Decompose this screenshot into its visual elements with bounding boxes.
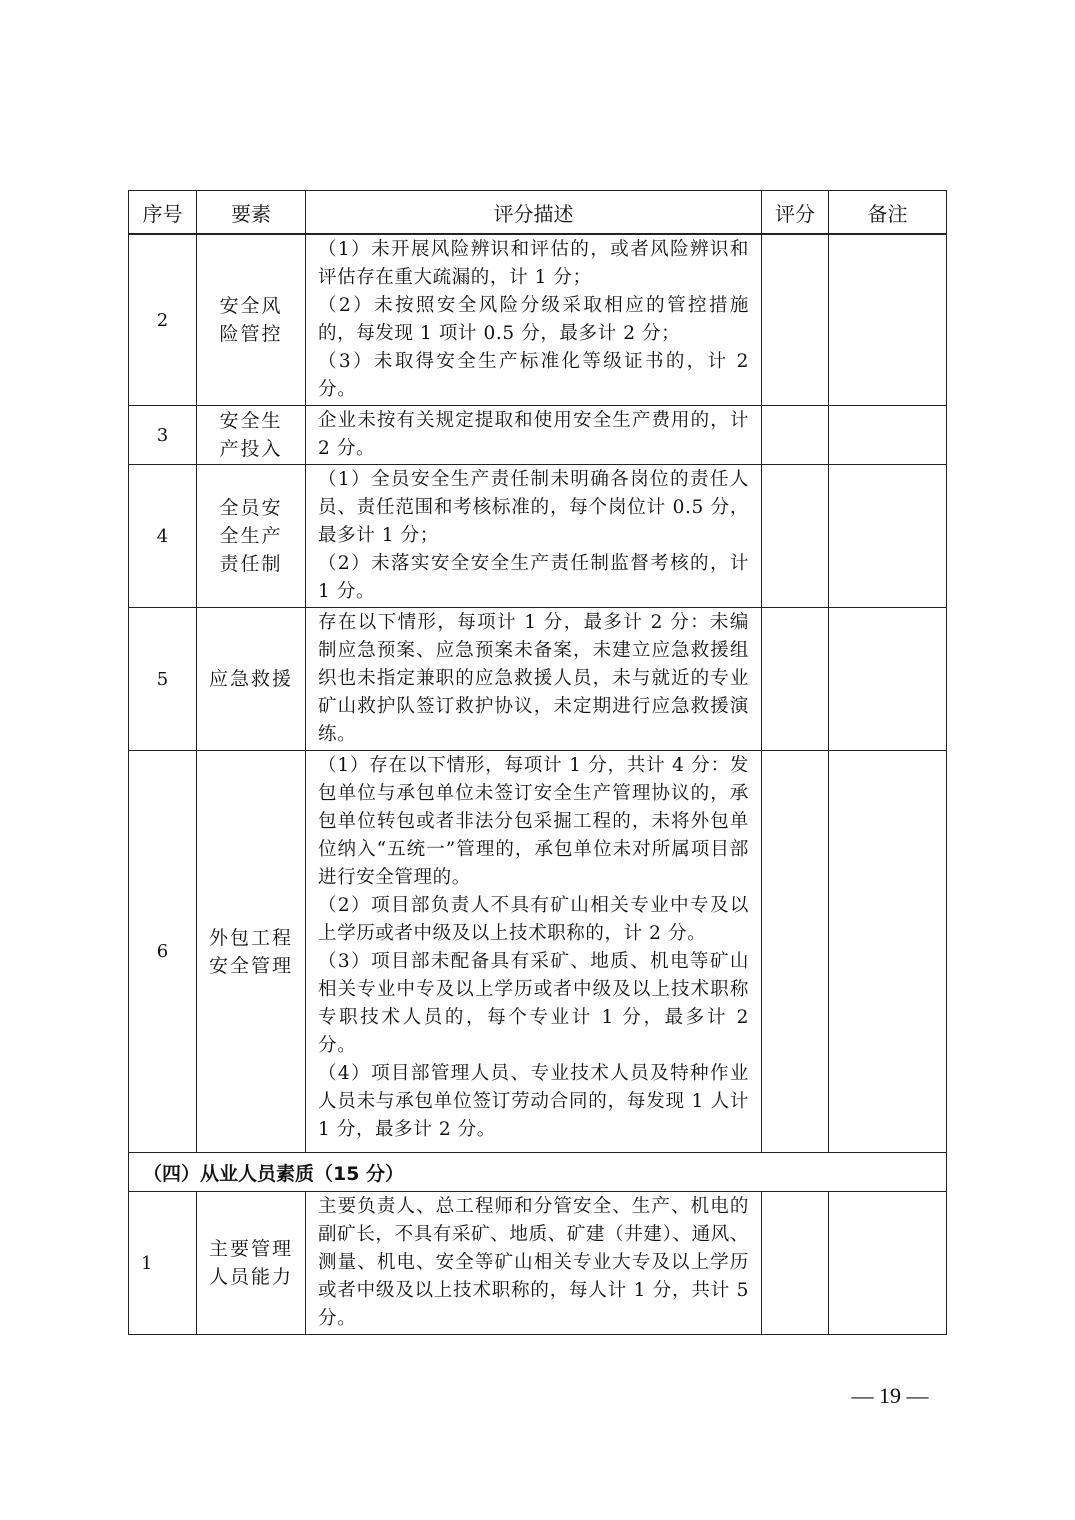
header-element: 要素 — [197, 191, 306, 235]
table-header-row — [129, 191, 947, 235]
score-cell — [762, 751, 829, 1153]
table-row — [129, 406, 947, 465]
section-row — [129, 1153, 947, 1192]
note-cell — [829, 608, 947, 751]
score-cell — [762, 465, 829, 608]
score-cell — [762, 234, 829, 406]
row-element — [197, 234, 306, 406]
score-cell — [762, 608, 829, 751]
row-description — [306, 751, 762, 1153]
header-score: 评分 — [762, 191, 829, 235]
description-item: （2）项目部负责人不具有矿山相关专业中专及以上学历或者中级及以上技术职称的，计 2 分。 — [318, 895, 749, 944]
row-number: 5 — [129, 608, 197, 751]
row-element — [197, 406, 306, 465]
row-number: 3 — [129, 406, 197, 465]
score-cell — [762, 406, 829, 465]
row-number: 4 — [129, 465, 197, 608]
row-element — [197, 1192, 306, 1335]
description-item: （1）未开展风险辨识和评估的，或者风险辨识和评估存在重大疏漏的，计 1 分； — [318, 239, 749, 288]
description-item: （2）未落实安全安全生产责任制监督考核的，计 1 分。 — [318, 553, 749, 602]
row-description — [306, 1192, 762, 1335]
table-row — [129, 1192, 947, 1335]
row-element-text: 全员安全生产责任制 — [219, 497, 283, 575]
note-cell — [829, 234, 947, 406]
row-element — [197, 751, 306, 1153]
note-cell — [829, 1192, 947, 1335]
description-item: （4）项目部管理人员、专业技术人员及特种作业人员未与承包单位签订劳动合同的，每发现 1 人计 1 分，最多计 2 分。 — [318, 1063, 749, 1140]
row-element-text: 应急救援 — [208, 668, 293, 690]
note-cell — [829, 465, 947, 608]
page-number: — 19 — — [851, 1383, 929, 1408]
description-item: （1）存在以下情形，每项计 1 分，共计 4 分：发包单位与承包单位未签订安全生产管理协议的，承包单位转包或者非法分包采掘工程的，未将外包单位纳入“五统一”管理的，承包单位未对所属项目部进行安全管理的。 — [318, 755, 749, 888]
description-item: （3）未取得安全生产标准化等级证书的，计 2 分。 — [318, 351, 749, 400]
row-number: 6 — [129, 751, 197, 1153]
row-description — [306, 406, 762, 465]
description-item: （1）全员安全生产责任制未明确各岗位的责任人员、责任范围和考核标准的，每个岗位计 0.5 分，最多计 1 分； — [318, 469, 749, 546]
table-row — [129, 608, 947, 751]
header-note: 备注 — [829, 191, 947, 235]
section-title: （四）从业人员素质（15 分） — [129, 1153, 947, 1192]
row-element-text: 安全生产投入 — [219, 410, 283, 460]
description-item: 企业未按有关规定提取和使用安全生产费用的，计 2 分。 — [318, 410, 749, 459]
row-element-text: 外包工程安全管理 — [208, 926, 293, 977]
row-element-text: 主要管理人员能力 — [208, 1238, 293, 1288]
row-number: 1 — [129, 1192, 197, 1335]
row-description — [306, 234, 762, 406]
row-element-text: 安全风险管控 — [219, 295, 283, 345]
description-item: 存在以下情形，每项计 1 分，最多计 2 分：未编制应急预案、应急预案未备案，未建立应急救援组织也未指定兼职的应急救援人员，未与就近的专业矿山救护队签订救护协议，未定期进行应急救援演练。 — [318, 612, 749, 745]
table-row — [129, 234, 947, 406]
description-item: （2）未按照安全风险分级采取相应的管控措施的，每发现 1 项计 0.5 分，最多计 2 分； — [318, 295, 749, 344]
note-cell — [829, 406, 947, 465]
row-description — [306, 608, 762, 751]
row-element — [197, 465, 306, 608]
description-item: 主要负责人、总工程师和分管安全、生产、机电的副矿长，不具有采矿、地质、矿建（井建）、通风、测量、机电、安全等矿山相关专业大专及以上学历或者中级及以上技术职称的，每人计 1 分，共计 5 分。 — [318, 1196, 749, 1329]
header-description: 评分描述 — [306, 191, 762, 235]
description-item: （3）项目部未配备具有采矿、地质、机电等矿山相关专业中专及以上学历或者中级及以上技术职称专职技术人员的，每个专业计 1 分，最多计 2 分。 — [318, 951, 749, 1056]
note-cell — [829, 751, 947, 1153]
scoring-table — [128, 190, 947, 1335]
header-no: 序号 — [129, 191, 197, 235]
row-description — [306, 465, 762, 608]
table-row — [129, 465, 947, 608]
row-element — [197, 608, 306, 751]
score-cell — [762, 1192, 829, 1335]
table-row — [129, 751, 947, 1153]
row-number: 2 — [129, 234, 197, 406]
